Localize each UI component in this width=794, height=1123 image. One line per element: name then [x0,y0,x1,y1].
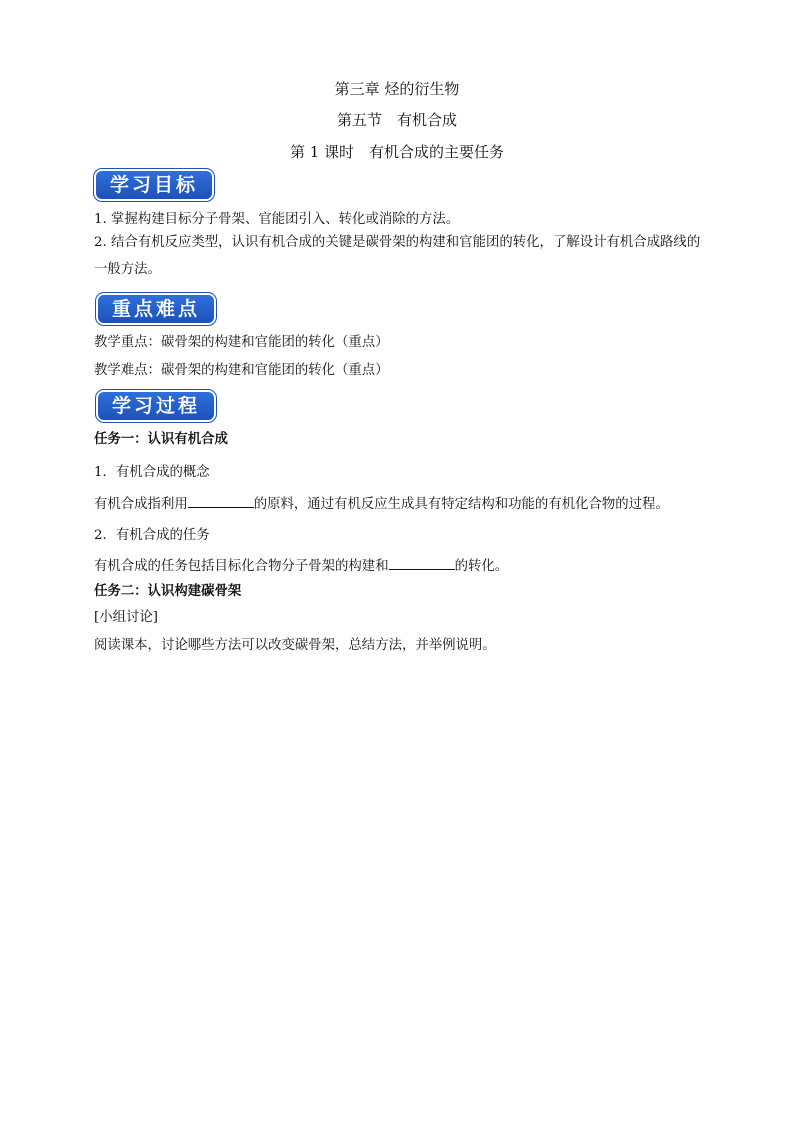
task-text-before: 有机合成的任务包括目标化合物分子骨架的构建和 [94,559,389,574]
process-badge: 学习过程 [98,392,214,420]
concept-heading: 1．有机合成的概念 [94,465,210,480]
chapter-title: 第三章 烃的衍生物 [334,80,460,98]
task1-title: 任务一：认识有机合成 [94,432,228,447]
discussion-text: 阅读课本，讨论哪些方法可以改变碳骨架，总结方法，并举例说明。 [94,638,496,653]
section-title: 第五节 有机合成 [336,111,457,129]
discussion-label: [小组讨论] [94,610,159,625]
concept-blank[interactable] [188,494,254,508]
keypoints-badge: 重点难点 [98,295,214,323]
lesson-title: 第 1 课时 有机合成的主要任务 [289,143,505,161]
task2-title: 任务二：认识构建碳骨架 [94,584,242,599]
objective-item-1: 1. 掌握构建目标分子骨架、官能团引入、转化或消除的方法。 [94,212,460,227]
task-blank[interactable] [389,556,455,570]
concept-text-before: 有机合成指利用 [94,497,188,512]
objective-item-2: 2. 结合有机反应类型，认识有机合成的关键是碳骨架的构建和官能团的转化，了解设计有机合成路线的一般方法。 [94,235,701,277]
teaching-difficulty: 教学难点：碳骨架的构建和官能团的转化（重点） [94,363,389,378]
task-text-after: 的转化。 [454,559,509,574]
concept-text-after: 的原料，通过有机反应生成具有特定结构和功能的有机化合物的过程。 [253,497,669,512]
task-sentence [94,555,508,574]
objectives-badge: 学习目标 [96,171,212,199]
task-heading: 2．有机合成的任务 [94,528,210,543]
concept-sentence [94,493,669,512]
teaching-focus: 教学重点：碳骨架的构建和官能团的转化（重点） [94,335,389,350]
